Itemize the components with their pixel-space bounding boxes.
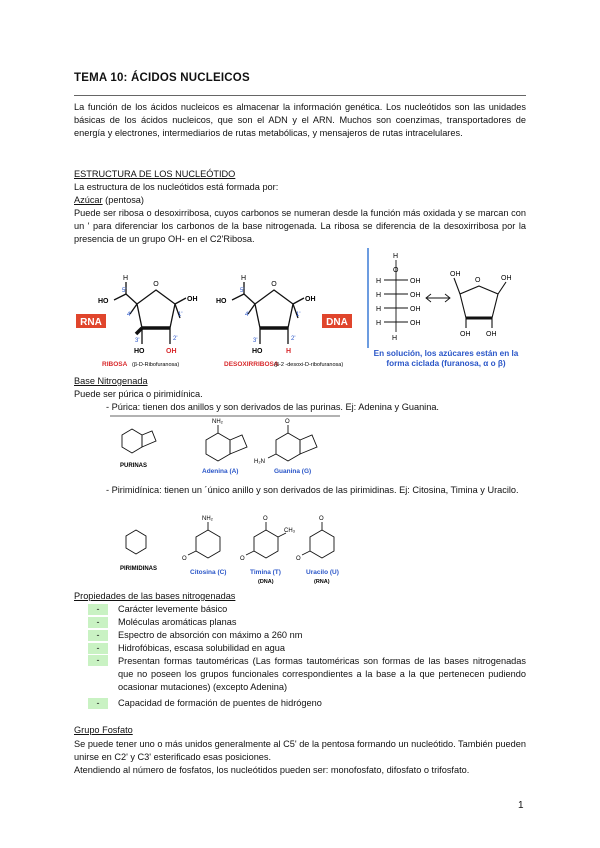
ribose-oh1: OH: [187, 296, 198, 303]
adenina-ring: [206, 425, 247, 461]
prop-item: [88, 655, 526, 694]
ribose-c5: 5': [122, 288, 127, 294]
deoxy-ho5: HO: [216, 298, 227, 305]
guanina-o: O: [285, 419, 290, 425]
fosfato-heading: Grupo Fosfato: [74, 725, 133, 735]
azucar-heading: Azúcar: [74, 195, 103, 205]
prop-item: [88, 642, 285, 654]
ribose-h5: H: [123, 275, 129, 282]
uracilo-note: (RNA): [314, 579, 330, 585]
base-heading: Base Nitrogenada: [74, 376, 148, 386]
prop-text: Hidrofóbicas, escasa solubilidad en agua: [118, 643, 286, 653]
prop-bullet: -: [88, 655, 108, 666]
uracilo-o: O: [296, 556, 301, 562]
prop-item: [88, 603, 227, 615]
cyclic-oh-br: OH: [486, 331, 497, 338]
ribose-c2: 2': [173, 336, 178, 342]
cyclic-oh-top: OH: [450, 271, 461, 278]
pirimidinica-text: - Pirimidínica: tienen un ´único anillo y son derivados de las pirimidinas. Ej: Citosina, Timina y Uracilo.: [106, 485, 519, 495]
purinas-label: PURINAS: [120, 463, 148, 469]
intro-paragraph: La función de los ácidos nucleicos es almacenar la información genética. Los nucleótidos son las unidades básicas de los ácidos nucleicos, que son el ADN y el ARN. Muchos son coenzimas, transportadores de energía y electrones, intermediarios de rutas metabólicas, y mensajeros de rutas intracelulares.: [74, 102, 526, 139]
fischer-oh3: OH: [410, 306, 421, 313]
deoxy-ho3: HO: [252, 348, 263, 355]
pyrimidines-figure: [112, 512, 362, 586]
desoxi-name: DESOXIRRIBOSA: [224, 361, 279, 368]
deoxy-h2: H: [286, 348, 292, 355]
pirimidinas-label: PIRIMIDINAS: [120, 566, 158, 572]
ribose-ho5: HO: [98, 298, 109, 305]
purines-figure: [110, 415, 340, 479]
pirimidina-ring: [126, 530, 146, 554]
fosfato-paragraph-2: Atendiendo al número de fosfatos, los nucleótidos pueden ser: monofosfato, difosfato o trifosfato.: [74, 765, 470, 775]
adenina-label: Adenina (A): [202, 468, 239, 475]
timina-o: O: [240, 556, 245, 562]
timina-o-top: O: [263, 516, 268, 522]
rna-badge: RNA: [80, 317, 102, 328]
ribose-oh2: OH: [166, 348, 177, 355]
prop-text: Capacidad de formación de puentes de hidrógeno: [118, 698, 322, 708]
fischer-h-top: H: [393, 253, 399, 260]
ribose-ho3: HO: [134, 348, 145, 355]
dna-badge: DNA: [326, 317, 348, 328]
uracilo-o-top: O: [319, 516, 324, 522]
cyclic-o: O: [475, 277, 481, 284]
fischer-oh4: OH: [410, 320, 421, 327]
deoxy-c1: 1': [296, 312, 301, 318]
deoxy-o: O: [271, 281, 277, 288]
purica-text: - Púrica: tienen dos anillos y son derivados de las purinas. Ej: Adenina y Guanina.: [106, 402, 439, 412]
deoxy-c2: 2': [291, 336, 296, 342]
prop-bullet: -: [88, 617, 108, 628]
fischer-projection: [368, 248, 512, 348]
citosina-ring: [188, 522, 220, 558]
azucar-paragraph: Puede ser ribosa o desoxirribosa, cuyos carbonos se numeran desde la función más oxidada y se marcan con un ' para diferenciar los carbonos de la base nitrogenada. La ribosa se diferencia de la desoxirribosa por la presencia de un grupo OH- en el C2'Ribosa.: [74, 208, 526, 245]
deoxy-c4: 4': [245, 312, 250, 318]
page-title: TEMA 10: ÁCIDOS NUCLEICOS: [74, 72, 250, 84]
prop-item: [88, 697, 322, 709]
deoxy-c5: 5': [240, 288, 245, 294]
purina-ring: [122, 429, 156, 453]
cyclic-oh-bl: OH: [460, 331, 471, 338]
props-heading: Propiedades de las bases nitrogenadas: [74, 591, 236, 601]
guanina-label: Guanina (G): [274, 468, 312, 475]
fischer-h4: H: [376, 320, 382, 327]
fischer-oh1: OH: [410, 278, 421, 285]
base-text: Puede ser púrica o pirimidínica.: [74, 389, 203, 399]
uracilo-label: Uracilo (U): [306, 569, 339, 576]
deoxy-oh1: OH: [305, 296, 316, 303]
citosina-label: Citosina (C): [190, 569, 227, 576]
fischer-o: O: [393, 267, 399, 274]
azucar-heading-line: [74, 194, 144, 207]
fischer-h1: H: [376, 278, 382, 285]
fischer-ch2: H: [392, 335, 398, 342]
deoxy-h5: H: [241, 275, 247, 282]
fischer-h2: H: [376, 292, 382, 299]
ciclada-caption: En solución, los azúcares están en la forma ciclada (furanosa, α o β): [373, 349, 519, 368]
prop-item: [88, 616, 236, 628]
cyclic-oh-right: OH: [501, 275, 512, 282]
ribose-c4: 4': [127, 312, 132, 318]
fosfato-paragraph-1: Se puede tener uno o más unidos generalmente al C5' de la pentosa formando un nucleótido. También pueden unirse en C2' y C3' esterificado esas posiciones.: [74, 739, 526, 763]
citosina-nh2: NH₂: [202, 516, 213, 522]
timina-note: (DNA): [258, 579, 274, 585]
uracilo-ring: [302, 522, 334, 558]
desoxi-desc: (β-2 -desoxi-D-ribofuranosa): [274, 362, 344, 368]
prop-text: Moléculas aromáticas planas: [118, 617, 237, 627]
guanina-h2n: H₂N: [254, 459, 265, 465]
citosina-o: O: [182, 556, 187, 562]
ribosa-name: RIBOSA: [102, 361, 128, 368]
timina-ring: [246, 522, 286, 558]
adenina-nh2: NH₂: [212, 419, 223, 425]
timina-ch3: CH₃: [284, 528, 296, 534]
prop-text: Carácter levemente básico: [118, 604, 228, 614]
title-divider: [74, 95, 526, 96]
prop-text: Espectro de absorción con máximo a 260 nm: [118, 630, 303, 640]
section-heading-estructura: ESTRUCTURA DE LOS NUCLEÓTIDO: [74, 169, 236, 179]
prop-bullet: -: [88, 604, 108, 615]
page-number: 1: [518, 800, 524, 811]
ribosa-desc: (β-D-Ribofuranosa): [132, 362, 180, 368]
prop-bullet: -: [88, 698, 108, 709]
ribose-c3: 3': [135, 338, 140, 344]
fischer-h3: H: [376, 306, 382, 313]
azucar-suffix: (pentosa): [102, 195, 144, 205]
ribose-o: O: [153, 281, 159, 288]
deoxy-c3: 3': [253, 338, 258, 344]
prop-text: Presentan formas tautoméricas (Las formas tautoméricas son formas de las bases nitrogenadas que no poseen los grupos funcionales correspondientes a la base a la que pertenecen pudiendo ocasionar mutaciones) (excepto Adenina): [118, 656, 526, 692]
ribose-c1: 1': [178, 312, 183, 318]
guanina-ring: [268, 425, 317, 461]
timina-label: Timina (T): [250, 569, 281, 576]
estructura-text: La estructura de los nucleótidos está formada por:: [74, 182, 279, 192]
prop-bullet: -: [88, 630, 108, 641]
fischer-oh2: OH: [410, 292, 421, 299]
prop-bullet: -: [88, 643, 108, 654]
prop-item: [88, 629, 302, 641]
